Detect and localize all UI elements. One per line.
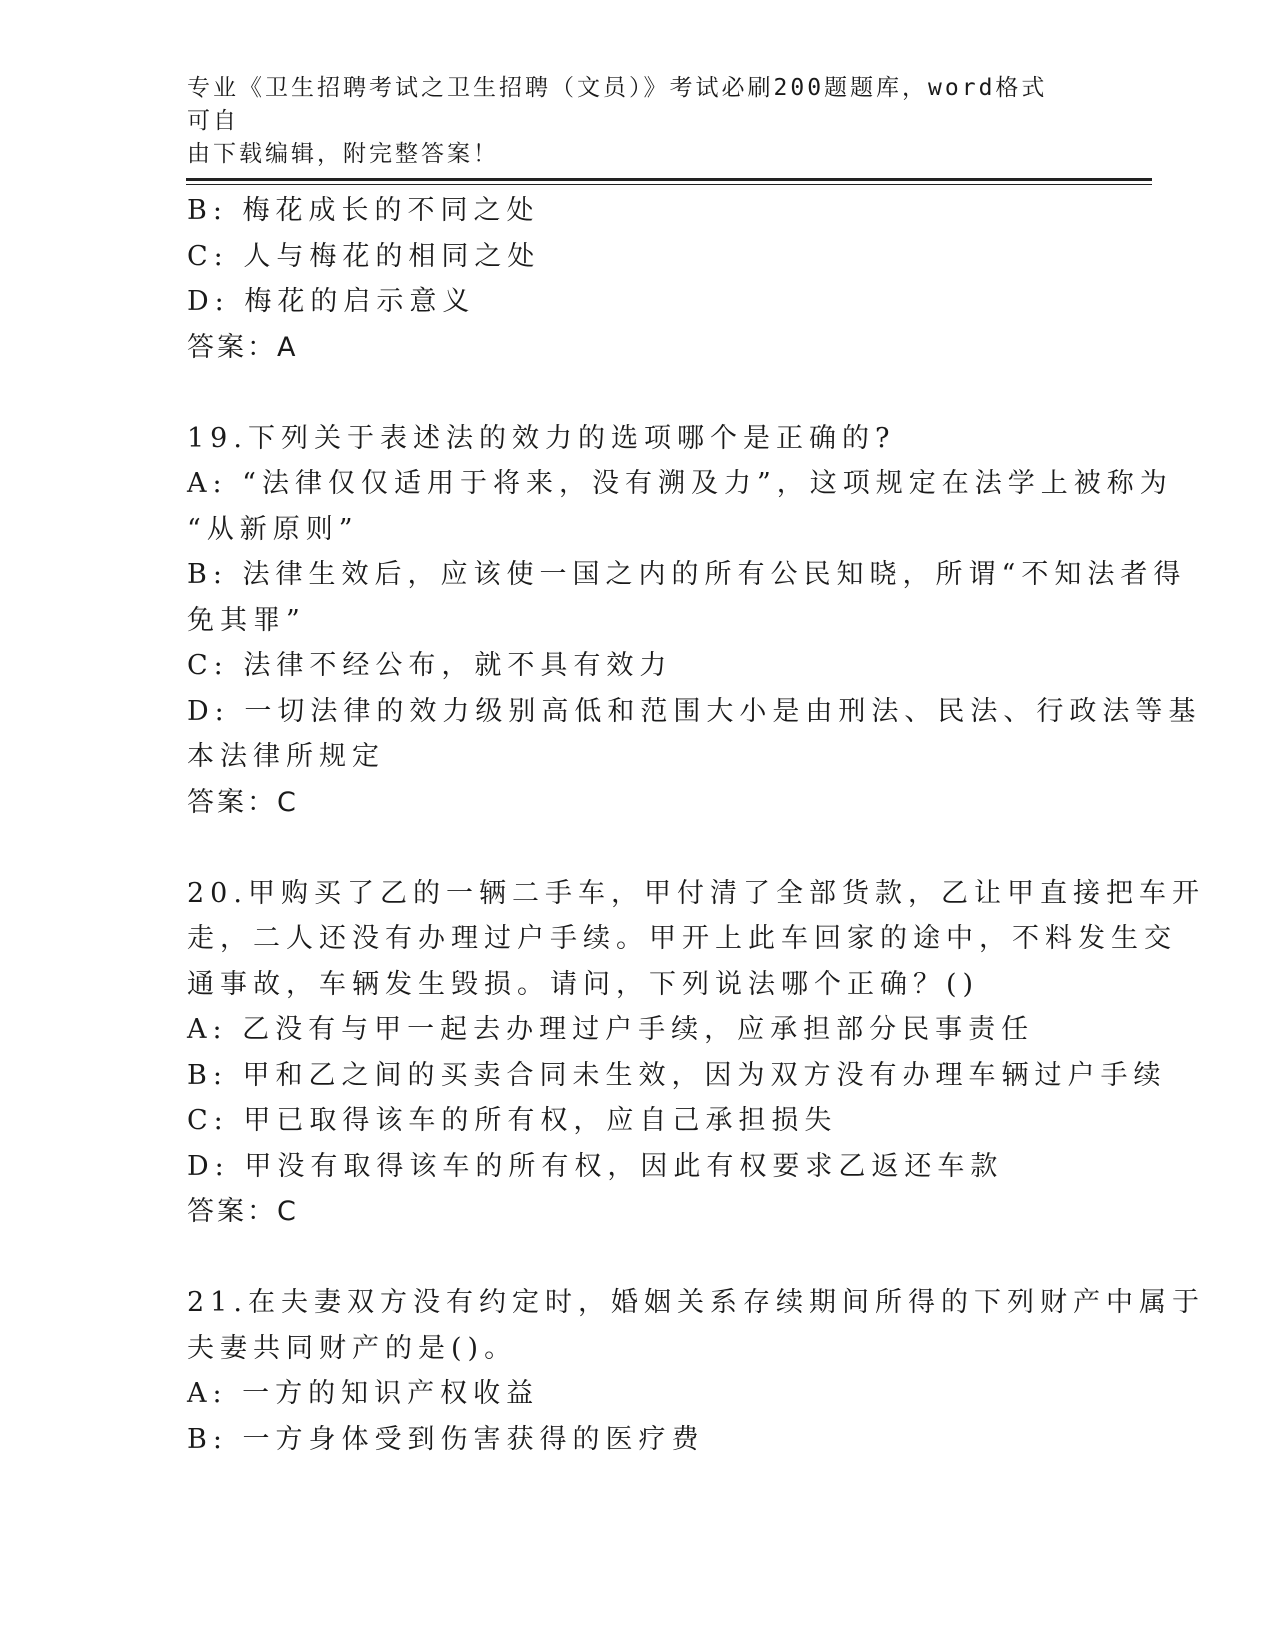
answer-label: 答案：C bbox=[187, 786, 299, 818]
option-a: A: 一方的知识产权收益 bbox=[187, 1378, 540, 1409]
question-21 bbox=[187, 1280, 1205, 1462]
option-d: D: 一切法律的效力级别高低和范围大小是由刑法、民法、行政法等基 bbox=[187, 695, 1202, 727]
answer-label: 答案：C bbox=[187, 1196, 299, 1227]
option-b: B: 一方身体受到伤害获得的医疗费 bbox=[187, 1423, 705, 1455]
question-18-continued bbox=[187, 188, 1087, 370]
answer-label: 答案：A bbox=[187, 331, 299, 363]
header-line-1: 专业《卫生招聘考试之卫生招聘（文员）》考试必刷200题题库，word格式可自 bbox=[187, 75, 1048, 134]
question-stem-continued: 走，二人还没有办理过户手续。甲开上此车回家的途中，不料发生交 bbox=[187, 923, 1177, 954]
question-stem-continued: 通事故，车辆发生毁损。请问，下列说法哪个正确？() bbox=[187, 968, 980, 1000]
question-stem: 21.在夫妻双方没有约定时，婚姻关系存续期间所得的下列财产中属于 bbox=[187, 1287, 1205, 1318]
question-stem: 20.甲购买了乙的一辆二手车，甲付清了全部货款，乙让甲直接把车开 bbox=[187, 877, 1205, 909]
question-19 bbox=[187, 416, 1202, 826]
header-divider-thick bbox=[186, 178, 1152, 181]
option-b: B: 梅花成长的不同之处 bbox=[187, 195, 540, 226]
option-c: C: 法律不经公布，就不具有效力 bbox=[187, 650, 673, 681]
option-d: D: 甲没有取得该车的所有权，因此有权要求乙返还车款 bbox=[187, 1150, 1004, 1182]
option-c: C: 甲已取得该车的所有权，应自己承担损失 bbox=[187, 1105, 838, 1136]
question-list bbox=[187, 188, 1205, 1462]
document-header bbox=[187, 72, 1067, 171]
option-a: A: 乙没有与甲一起去办理过户手续，应承担部分民事责任 bbox=[187, 1014, 1035, 1045]
option-c: C: 人与梅花的相同之处 bbox=[187, 240, 541, 272]
question-20 bbox=[187, 871, 1205, 1235]
option-d-continued: 本法律所规定 bbox=[187, 741, 385, 772]
question-stem: 19.下列关于表述法的效力的选项哪个是正确的? bbox=[187, 422, 896, 454]
option-a: A: “法律仅仅适用于将来，没有溯及力”，这项规定在法学上被称为 bbox=[187, 468, 1173, 499]
header-line-2: 由下载编辑，附完整答案！ bbox=[187, 141, 499, 167]
option-a-continued: “从新原则” bbox=[187, 513, 359, 545]
option-b: B: 甲和乙之间的买卖合同未生效，因为双方没有办理车辆过户手续 bbox=[187, 1059, 1167, 1091]
question-stem-continued: 夫妻共同财产的是()。 bbox=[187, 1332, 518, 1364]
header-divider-thin bbox=[186, 184, 1152, 185]
option-b: B: 法律生效后，应该使一国之内的所有公民知晓，所谓“不知法者得 bbox=[187, 559, 1187, 590]
option-b-continued: 免其罪” bbox=[187, 604, 306, 636]
option-d: D: 梅花的启示意义 bbox=[187, 286, 476, 317]
